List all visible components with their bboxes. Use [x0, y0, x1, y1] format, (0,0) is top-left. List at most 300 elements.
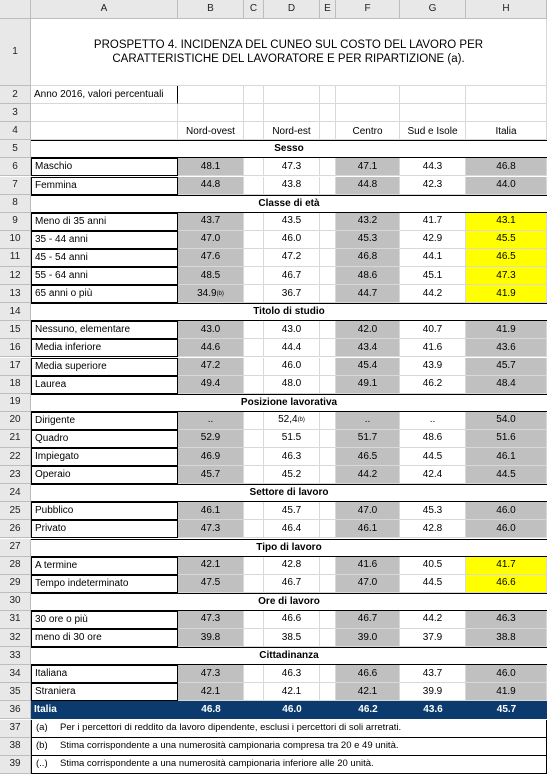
- value-cell[interactable]: [264, 267, 320, 285]
- row-label[interactable]: 55 - 64 anni: [31, 267, 178, 285]
- value-cell[interactable]: [178, 158, 244, 176]
- empty-cell[interactable]: [244, 448, 264, 466]
- empty-cell[interactable]: [178, 86, 244, 104]
- value-cell[interactable]: [178, 557, 244, 575]
- value-cell[interactable]: [178, 231, 244, 249]
- row-label[interactable]: Quadro: [31, 430, 178, 448]
- row-header-24[interactable]: 24: [0, 484, 31, 502]
- empty-cell[interactable]: [244, 683, 264, 701]
- value-cell[interactable]: [178, 376, 244, 394]
- value-cell[interactable]: [178, 502, 244, 520]
- value-cell[interactable]: [400, 557, 466, 575]
- total-value-cell[interactable]: [336, 701, 400, 719]
- value-cell[interactable]: [336, 339, 400, 357]
- cell-value: 46.6: [281, 613, 302, 625]
- value-cell[interactable]: [466, 665, 547, 683]
- value-cell[interactable]: [336, 520, 400, 538]
- value-cell[interactable]: [466, 683, 547, 701]
- value-cell[interactable]: [336, 575, 400, 593]
- value-cell[interactable]: [466, 557, 547, 575]
- empty-cell[interactable]: [320, 665, 336, 683]
- empty-cell[interactable]: [320, 502, 336, 520]
- value-cell[interactable]: [178, 665, 244, 683]
- empty-cell[interactable]: [244, 158, 264, 176]
- row-header-25[interactable]: 25: [0, 502, 31, 520]
- value-cell[interactable]: [178, 285, 244, 303]
- empty-cell[interactable]: [244, 213, 264, 231]
- value-cell[interactable]: [400, 213, 466, 231]
- cell-value: 46.3: [496, 613, 516, 625]
- row-label[interactable]: 65 anni o più: [31, 285, 178, 303]
- empty-cell[interactable]: [320, 267, 336, 285]
- value-cell[interactable]: [264, 557, 320, 575]
- cell-value: 46.5: [496, 251, 516, 263]
- value-cell[interactable]: [400, 249, 466, 267]
- row-header-15[interactable]: 15: [0, 321, 31, 339]
- row-header-16[interactable]: 16: [0, 339, 31, 357]
- value-cell[interactable]: [264, 177, 320, 195]
- row-label[interactable]: Dirigente: [31, 412, 178, 430]
- column-title-4[interactable]: Italia: [466, 122, 547, 140]
- value-cell[interactable]: [264, 502, 320, 520]
- row-header-5[interactable]: 5: [0, 140, 31, 158]
- value-cell[interactable]: [178, 321, 244, 339]
- row-header-37[interactable]: 37: [0, 720, 31, 738]
- column-header-f[interactable]: F: [336, 0, 400, 19]
- select-all-corner[interactable]: [0, 0, 31, 19]
- value-cell[interactable]: [466, 376, 547, 394]
- value-cell[interactable]: [178, 267, 244, 285]
- row-header-4[interactable]: 4: [0, 122, 31, 140]
- empty-cell[interactable]: [466, 86, 547, 104]
- row-label[interactable]: Pubblico: [31, 502, 178, 520]
- column-title-1[interactable]: Nord-est: [264, 122, 320, 140]
- value-cell[interactable]: [466, 629, 547, 647]
- value-cell[interactable]: [264, 358, 320, 376]
- empty-cell[interactable]: [244, 520, 264, 538]
- cell-value: 45.7: [496, 360, 516, 372]
- empty-cell[interactable]: [320, 158, 336, 176]
- value-cell[interactable]: [466, 158, 547, 176]
- row-header-7[interactable]: 7: [0, 177, 31, 195]
- empty-cell[interactable]: [320, 520, 336, 538]
- value-cell[interactable]: [178, 358, 244, 376]
- value-cell[interactable]: [264, 611, 320, 629]
- section-heading[interactable]: Cittadinanza: [31, 647, 547, 665]
- value-cell[interactable]: [466, 611, 547, 629]
- row-header-9[interactable]: 9: [0, 213, 31, 231]
- value-cell[interactable]: [466, 231, 547, 249]
- empty-cell[interactable]: [320, 321, 336, 339]
- row-label[interactable]: Meno di 35 anni: [31, 213, 178, 231]
- value-cell[interactable]: [400, 520, 466, 538]
- row-header-8[interactable]: 8: [0, 195, 31, 213]
- cell-value: ..: [429, 414, 436, 426]
- value-cell[interactable]: [178, 448, 244, 466]
- cell-value: 48.6: [422, 432, 443, 444]
- value-cell[interactable]: [178, 629, 244, 647]
- row-label[interactable]: Femmina: [31, 177, 178, 195]
- total-value-cell[interactable]: [400, 701, 466, 719]
- empty-cell[interactable]: [244, 177, 264, 195]
- row-header-30[interactable]: 30: [0, 593, 31, 611]
- empty-cell[interactable]: [244, 376, 264, 394]
- row-header-14[interactable]: 14: [0, 303, 31, 321]
- value-cell[interactable]: [466, 285, 547, 303]
- value-cell[interactable]: [466, 430, 547, 448]
- section-heading[interactable]: Classe di età: [31, 195, 547, 213]
- empty-cell[interactable]: [244, 557, 264, 575]
- row-label[interactable]: Italiana: [31, 665, 178, 683]
- value-cell[interactable]: [400, 502, 466, 520]
- row-label[interactable]: A termine: [31, 557, 178, 575]
- empty-cell[interactable]: [244, 86, 264, 104]
- row-header-2[interactable]: 2: [0, 86, 31, 104]
- row-header-18[interactable]: 18: [0, 376, 31, 394]
- value-cell[interactable]: [178, 430, 244, 448]
- value-cell[interactable]: [400, 339, 466, 357]
- value-cell[interactable]: [336, 213, 400, 231]
- cell-value: 45.2: [281, 468, 302, 480]
- empty-cell[interactable]: [320, 557, 336, 575]
- value-cell[interactable]: [264, 249, 320, 267]
- row-label[interactable]: Impiegato: [31, 448, 178, 466]
- empty-cell[interactable]: [320, 231, 336, 249]
- empty-cell[interactable]: [244, 122, 264, 140]
- value-cell[interactable]: [336, 683, 400, 701]
- cell-value: 42.1: [200, 685, 221, 697]
- empty-cell[interactable]: [320, 122, 336, 140]
- column-header-h[interactable]: H: [466, 0, 547, 19]
- cell-value: 44.6: [200, 341, 221, 353]
- empty-cell[interactable]: [264, 86, 320, 104]
- section-heading[interactable]: Sesso: [31, 140, 547, 158]
- value-cell[interactable]: [336, 249, 400, 267]
- value-cell[interactable]: [466, 520, 547, 538]
- row-label[interactable]: 45 - 54 anni: [31, 249, 178, 267]
- empty-cell[interactable]: [320, 466, 336, 484]
- row-header-29[interactable]: 29: [0, 575, 31, 593]
- value-cell[interactable]: [400, 321, 466, 339]
- total-value-cell[interactable]: [178, 701, 244, 719]
- row-header-26[interactable]: 26: [0, 520, 31, 538]
- value-cell[interactable]: [336, 611, 400, 629]
- section-heading[interactable]: Settore di lavoro: [31, 484, 547, 502]
- cell-value: 48.1: [200, 160, 221, 172]
- empty-cell[interactable]: [244, 502, 264, 520]
- empty-cell[interactable]: [320, 412, 336, 430]
- row-header-3[interactable]: 3: [0, 104, 31, 122]
- column-header-g[interactable]: G: [400, 0, 466, 19]
- value-cell[interactable]: [336, 321, 400, 339]
- empty-cell[interactable]: [320, 430, 336, 448]
- empty-cell[interactable]: [320, 376, 336, 394]
- empty-cell[interactable]: [244, 104, 264, 122]
- value-cell[interactable]: [178, 466, 244, 484]
- value-cell[interactable]: [466, 213, 547, 231]
- value-cell[interactable]: [336, 466, 400, 484]
- row-label[interactable]: Tempo indeterminato: [31, 575, 178, 593]
- row-header-20[interactable]: 20: [0, 412, 31, 430]
- row-header-13[interactable]: 13: [0, 285, 31, 303]
- empty-cell[interactable]: [244, 629, 264, 647]
- empty-cell[interactable]: [244, 466, 264, 484]
- value-cell[interactable]: [336, 557, 400, 575]
- row-label[interactable]: 35 - 44 anni: [31, 231, 178, 249]
- cell-value: 46.1: [357, 522, 378, 534]
- empty-cell[interactable]: [320, 629, 336, 647]
- footnote[interactable]: [31, 756, 547, 774]
- column-title-3[interactable]: Sud e Isole: [400, 122, 466, 140]
- value-cell[interactable]: [264, 321, 320, 339]
- value-cell[interactable]: [264, 158, 320, 176]
- value-cell[interactable]: [400, 683, 466, 701]
- empty-cell[interactable]: [244, 358, 264, 376]
- row-label[interactable]: Nessuno, elementare: [31, 321, 178, 339]
- empty-cell[interactable]: [466, 104, 547, 122]
- value-cell[interactable]: [178, 412, 244, 430]
- section-heading[interactable]: Titolo di studio: [31, 303, 547, 321]
- empty-cell[interactable]: [336, 104, 400, 122]
- footnote[interactable]: [31, 738, 547, 756]
- row-label[interactable]: meno di 30 ore: [31, 629, 178, 647]
- subtitle-cell[interactable]: Anno 2016, valori percentuali: [31, 86, 178, 104]
- empty-cell[interactable]: [31, 104, 178, 122]
- value-cell[interactable]: [466, 267, 547, 285]
- empty-cell[interactable]: [320, 104, 336, 122]
- empty-cell[interactable]: [320, 683, 336, 701]
- cell-value: 39.9: [422, 685, 443, 697]
- row-header-17[interactable]: 17: [0, 358, 31, 376]
- value-cell[interactable]: [400, 376, 466, 394]
- value-cell[interactable]: [466, 358, 547, 376]
- value-cell[interactable]: [264, 213, 320, 231]
- empty-cell[interactable]: [320, 611, 336, 629]
- row-header-23[interactable]: 23: [0, 466, 31, 484]
- value-cell[interactable]: [466, 321, 547, 339]
- value-cell[interactable]: [400, 466, 466, 484]
- cell-value: 51.5: [281, 432, 302, 444]
- value-cell[interactable]: [264, 520, 320, 538]
- value-cell[interactable]: [264, 376, 320, 394]
- value-cell[interactable]: [400, 611, 466, 629]
- cell-value: 45.1: [422, 269, 443, 281]
- value-cell[interactable]: [400, 231, 466, 249]
- empty-cell[interactable]: [320, 701, 336, 719]
- row-label[interactable]: Operaio: [31, 466, 178, 484]
- row-label[interactable]: Straniera: [31, 683, 178, 701]
- value-cell[interactable]: [400, 412, 466, 430]
- value-cell[interactable]: [264, 665, 320, 683]
- cell-value: 43.8: [281, 179, 302, 191]
- empty-cell[interactable]: [244, 285, 264, 303]
- empty-cell[interactable]: [244, 339, 264, 357]
- value-cell[interactable]: [178, 249, 244, 267]
- row-header-38[interactable]: 38: [0, 738, 31, 756]
- value-cell[interactable]: [264, 285, 320, 303]
- section-heading[interactable]: Ore di lavoro: [31, 593, 547, 611]
- value-cell[interactable]: [264, 339, 320, 357]
- value-cell[interactable]: [178, 520, 244, 538]
- empty-cell[interactable]: [320, 358, 336, 376]
- row-header-34[interactable]: 34: [0, 665, 31, 683]
- empty-cell[interactable]: [244, 575, 264, 593]
- cell-value: 45.7: [200, 468, 221, 480]
- value-cell[interactable]: [336, 285, 400, 303]
- empty-cell[interactable]: [31, 122, 178, 140]
- value-cell[interactable]: [264, 412, 320, 430]
- cell-value: 43.5: [281, 215, 302, 227]
- value-cell[interactable]: [336, 358, 400, 376]
- row-label[interactable]: Media superiore: [31, 358, 178, 376]
- empty-cell[interactable]: [244, 412, 264, 430]
- row-header-6[interactable]: 6: [0, 158, 31, 176]
- value-cell[interactable]: [400, 448, 466, 466]
- empty-cell[interactable]: [244, 321, 264, 339]
- value-cell[interactable]: [400, 665, 466, 683]
- empty-cell[interactable]: [320, 213, 336, 231]
- value-cell[interactable]: [400, 358, 466, 376]
- cell-value: 41.6: [357, 559, 378, 571]
- row-header-39[interactable]: 39: [0, 756, 31, 774]
- empty-cell[interactable]: [320, 86, 336, 104]
- cell-value: 46.3: [281, 667, 302, 679]
- value-cell[interactable]: [336, 412, 400, 430]
- column-header-c[interactable]: C: [244, 0, 264, 19]
- row-header-10[interactable]: 10: [0, 231, 31, 249]
- row-header-11[interactable]: 11: [0, 249, 31, 267]
- row-header-22[interactable]: 22: [0, 448, 31, 466]
- row-header-19[interactable]: 19: [0, 394, 31, 412]
- value-cell[interactable]: [336, 376, 400, 394]
- value-cell[interactable]: [466, 466, 547, 484]
- column-header-b[interactable]: B: [178, 0, 244, 19]
- value-cell[interactable]: [400, 158, 466, 176]
- empty-cell[interactable]: [400, 104, 466, 122]
- empty-cell[interactable]: [244, 665, 264, 683]
- value-cell[interactable]: [466, 502, 547, 520]
- value-cell[interactable]: [336, 665, 400, 683]
- empty-cell[interactable]: [244, 430, 264, 448]
- section-heading[interactable]: Posizione lavorativa: [31, 394, 547, 412]
- row-header-1[interactable]: 1: [0, 19, 31, 86]
- value-cell[interactable]: [336, 430, 400, 448]
- row-label[interactable]: Laurea: [31, 376, 178, 394]
- section-heading[interactable]: Tipo di lavoro: [31, 539, 547, 557]
- value-cell[interactable]: [466, 575, 547, 593]
- column-title-0[interactable]: Nord-ovest: [178, 122, 244, 140]
- value-cell[interactable]: [178, 611, 244, 629]
- value-cell[interactable]: [336, 158, 400, 176]
- empty-cell[interactable]: [320, 339, 336, 357]
- row-label[interactable]: Media inferiore: [31, 339, 178, 357]
- row-header-31[interactable]: 31: [0, 611, 31, 629]
- empty-cell[interactable]: [336, 86, 400, 104]
- empty-cell[interactable]: [244, 249, 264, 267]
- empty-cell[interactable]: [244, 231, 264, 249]
- column-header-a[interactable]: A: [31, 0, 178, 19]
- value-cell[interactable]: [264, 231, 320, 249]
- cell-value: 42.1: [281, 685, 302, 697]
- empty-cell[interactable]: [320, 448, 336, 466]
- value-cell[interactable]: [466, 177, 547, 195]
- value-cell[interactable]: [400, 267, 466, 285]
- footnote-marker: (b): [216, 290, 224, 297]
- row-header-27[interactable]: 27: [0, 539, 31, 557]
- value-cell[interactable]: [400, 177, 466, 195]
- empty-cell[interactable]: [244, 701, 264, 719]
- footnote[interactable]: [31, 720, 547, 738]
- cell-value: 48.4: [496, 378, 516, 390]
- value-cell[interactable]: [178, 683, 244, 701]
- total-row-label[interactable]: Italia: [31, 701, 178, 719]
- value-cell[interactable]: [264, 575, 320, 593]
- value-cell[interactable]: [178, 177, 244, 195]
- cell-value: 46.7: [281, 577, 302, 589]
- row-label[interactable]: 30 ore o più: [31, 611, 178, 629]
- value-cell[interactable]: [264, 466, 320, 484]
- value-cell[interactable]: [336, 629, 400, 647]
- column-header-d[interactable]: D: [264, 0, 320, 19]
- value-cell[interactable]: [400, 629, 466, 647]
- value-cell[interactable]: [264, 430, 320, 448]
- row-header-36[interactable]: 36: [0, 701, 31, 719]
- total-value-cell[interactable]: [466, 701, 547, 719]
- footnote-key: (a): [36, 722, 48, 734]
- empty-cell[interactable]: [320, 575, 336, 593]
- value-cell[interactable]: [178, 575, 244, 593]
- value-cell[interactable]: [466, 448, 547, 466]
- value-cell[interactable]: [400, 285, 466, 303]
- cell-value: 51.7: [357, 432, 378, 444]
- row-header-32[interactable]: 32: [0, 629, 31, 647]
- row-header-21[interactable]: 21: [0, 430, 31, 448]
- empty-cell[interactable]: [178, 104, 244, 122]
- empty-cell[interactable]: [244, 267, 264, 285]
- empty-cell[interactable]: [320, 177, 336, 195]
- value-cell[interactable]: [466, 412, 547, 430]
- row-header-12[interactable]: 12: [0, 267, 31, 285]
- empty-cell[interactable]: [264, 104, 320, 122]
- value-cell[interactable]: [400, 575, 466, 593]
- value-cell[interactable]: [336, 448, 400, 466]
- value-cell[interactable]: [466, 339, 547, 357]
- value-cell[interactable]: [178, 213, 244, 231]
- column-title-2[interactable]: Centro: [336, 122, 400, 140]
- empty-cell[interactable]: [400, 86, 466, 104]
- value-cell[interactable]: [264, 629, 320, 647]
- row-label[interactable]: Privato: [31, 520, 178, 538]
- row-header-33[interactable]: 33: [0, 647, 31, 665]
- value-cell[interactable]: [400, 430, 466, 448]
- row-header-28[interactable]: 28: [0, 557, 31, 575]
- total-value-cell[interactable]: [264, 701, 320, 719]
- empty-cell[interactable]: [320, 249, 336, 267]
- row-header-35[interactable]: 35: [0, 683, 31, 701]
- value-cell[interactable]: [264, 683, 320, 701]
- empty-cell[interactable]: [320, 285, 336, 303]
- value-cell[interactable]: [264, 448, 320, 466]
- value-cell[interactable]: [336, 267, 400, 285]
- value-cell[interactable]: [466, 249, 547, 267]
- value-cell[interactable]: [336, 177, 400, 195]
- row-label[interactable]: Maschio: [31, 158, 178, 176]
- value-cell[interactable]: [336, 502, 400, 520]
- column-header-e[interactable]: E: [320, 0, 336, 19]
- value-cell[interactable]: [336, 231, 400, 249]
- value-cell[interactable]: [178, 339, 244, 357]
- empty-cell[interactable]: [244, 611, 264, 629]
